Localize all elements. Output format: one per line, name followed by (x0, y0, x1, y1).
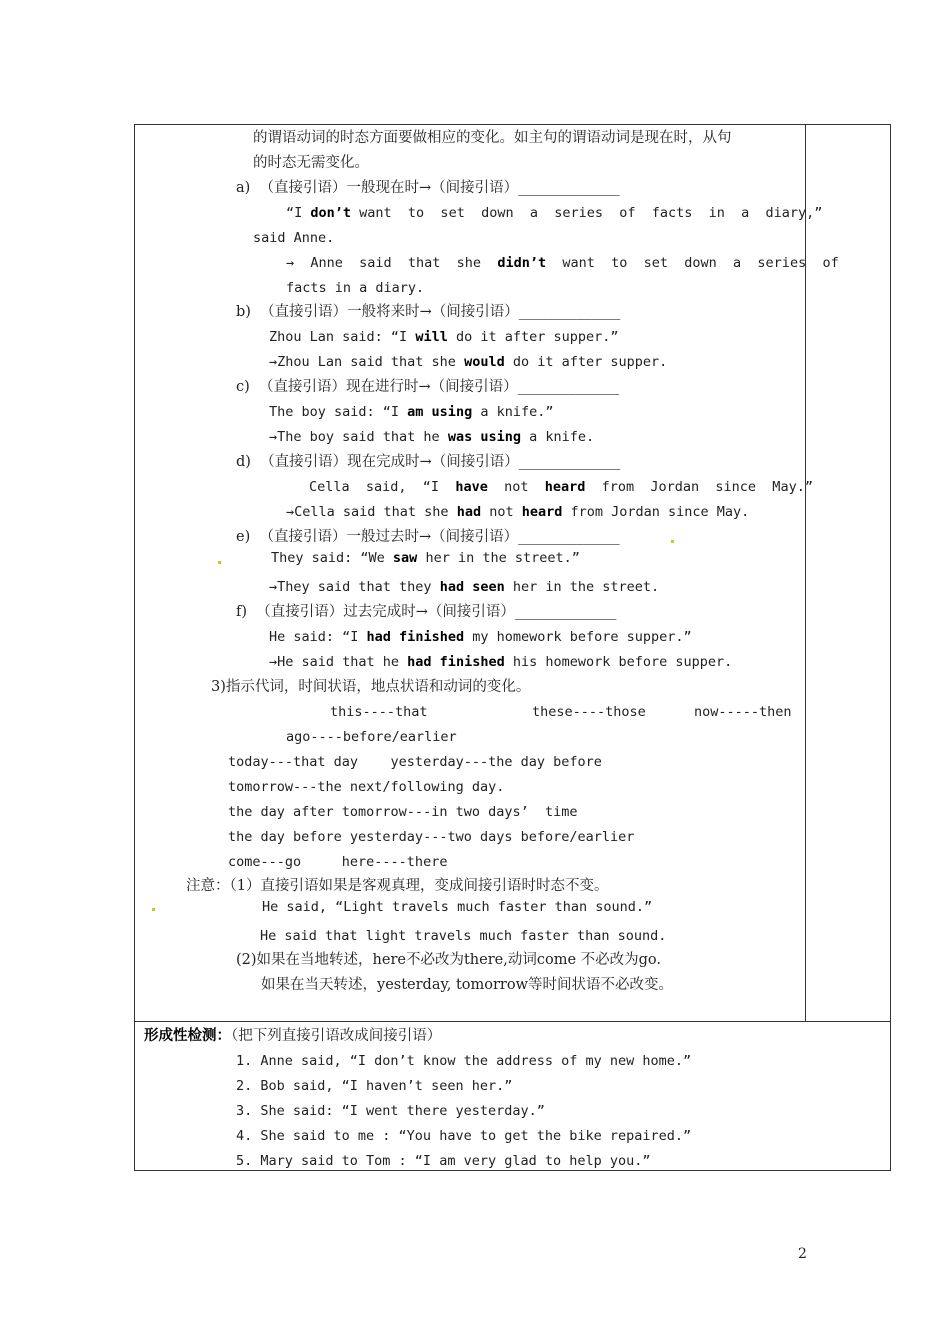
exercise-item-3: 3. She said: “I went there yesterday.” (236, 1103, 545, 1119)
note-line-1: 注意：（1）直接引语如果是客观真理，变成间接引语时时态不变。 (186, 878, 609, 894)
rule-f-example-indirect: →He said that he had finished his homework before supper. (269, 654, 733, 670)
rule-e-example-indirect: →They said that they had seen her in the street. (269, 579, 660, 595)
exercise-instruction: （把下列直接引语改成间接引语） (231, 1028, 442, 1044)
rule-f-heading: f) （直接引语）过去完成时→（间接引语）______________ (236, 604, 617, 620)
rule-c-heading: c) （直接引语）现在进行时→（间接引语）______________ (236, 379, 620, 395)
rule-c-example-direct: The boy said: “I am using a knife.” (269, 404, 554, 420)
exercise-item-5: 5. Mary said to Tom : “I am very glad to help you.” (236, 1153, 651, 1169)
table-left-border (134, 124, 135, 1171)
pair-today-yesterday: today---that day yesterday---the day before (228, 754, 602, 770)
rule-a-example-indirect: → Anne said that she didn’t want to set down a series of (286, 255, 839, 271)
rule-d-example-direct: Cella said, “I have not heard from Jordan since May.” (309, 479, 813, 495)
note-example-direct: He said, “Light travels much faster than sound.” (262, 899, 653, 915)
pair-come-here: come---go here----there (228, 854, 448, 870)
pair-ago-before: ago----before/earlier (286, 729, 457, 745)
rule-b-example-direct: Zhou Lan said: “I will do it after supper.” (269, 329, 619, 345)
rule-b-heading: b) （直接引语）一般将来时→（间接引语）______________ (236, 304, 621, 320)
pair-this-that: this----that (330, 704, 428, 720)
rule-f-example-direct: He said: “I had finished my homework before supper.” (269, 629, 692, 645)
note-example-indirect: He said that light travels much faster than sound. (260, 928, 667, 944)
page-number: 2 (798, 1246, 807, 1262)
exercise-item-4: 4. She said to me : “You have to get the bike repaired.” (236, 1128, 692, 1144)
intro-line-1: 的谓语动词的时态方面要做相应的变化。如主句的谓语动词是现在时，从句 (253, 130, 732, 146)
rule-a-example-direct: “I don’t want to set down a series of facts in a diary,” (286, 205, 823, 221)
table-middle-border (134, 1021, 891, 1022)
rule-e-example-direct: They said: “We saw her in the street.” (271, 550, 580, 566)
pair-day-after-tomorrow: the day after tomorrow---in two days’ time (228, 804, 578, 820)
table-right-border (890, 124, 891, 1171)
stray-mark (152, 908, 155, 911)
rule-b-example-indirect: →Zhou Lan said that she would do it after supper. (269, 354, 668, 370)
rule-a-heading: a) （直接引语）一般现在时→（间接引语）______________ (236, 180, 620, 196)
exercise-item-1: 1. Anne said, “I don’t know the address of my new home.” (236, 1053, 692, 1069)
pair-now-then: now-----then (694, 704, 792, 720)
pair-these-those: these----those (532, 704, 646, 720)
table-top-border (134, 124, 891, 125)
stray-mark (218, 561, 221, 564)
intro-line-2: 的时态无需变化。 (253, 155, 369, 171)
note-line-3: 如果在当天转述，yesterday, tomorrow等时间状语不必改变。 (261, 977, 674, 993)
rule-c-example-indirect: →The boy said that he was using a knife. (269, 429, 595, 445)
exercise-heading (144, 1026, 441, 1046)
section-3-heading: 3)指示代词，时间状语，地点状语和动词的变化。 (211, 679, 531, 695)
rule-a-example-indirect-cont: facts in a diary. (286, 280, 425, 296)
rule-e-heading: e) （直接引语）一般过去时→（间接引语）______________ (236, 529, 620, 545)
exercise-title: 形成性检测： (144, 1027, 231, 1044)
pair-tomorrow: tomorrow---the next/following day. (228, 779, 505, 795)
stray-mark (671, 540, 674, 543)
rule-d-heading: d) （直接引语）现在完成时→（间接引语）______________ (236, 454, 621, 470)
rule-a-example-direct-cont: said Anne. (253, 230, 335, 246)
pair-day-before-yesterday: the day before yesterday---two days before/earlier (228, 829, 635, 845)
rule-d-example-indirect: →Cella said that she had not heard from Jordan since May. (286, 504, 750, 520)
exercise-item-2: 2. Bob said, “I haven’t seen her.” (236, 1078, 513, 1094)
note-line-2: (2)如果在当地转述，here不必改为there,动词come 不必改为go. (236, 952, 661, 968)
